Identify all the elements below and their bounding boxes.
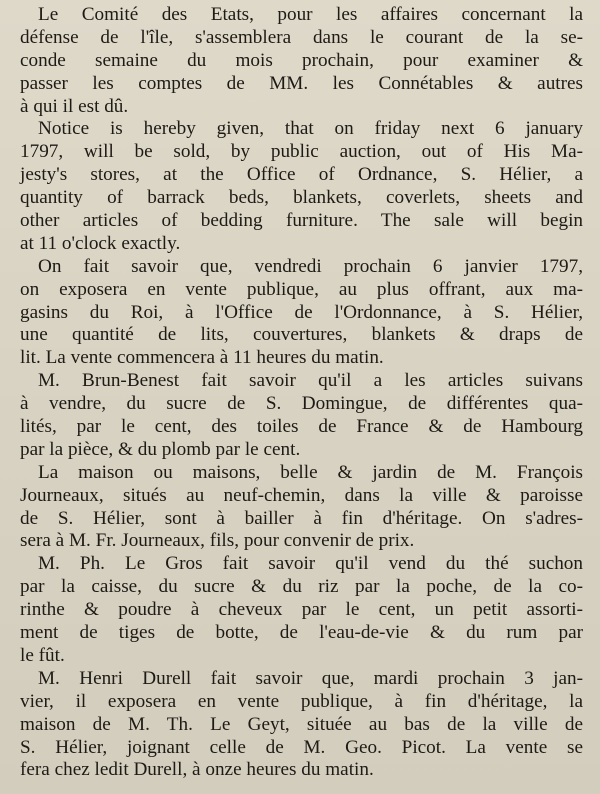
- text-line: défense de l'île, s'assemblera dans le courant de la se-: [20, 26, 583, 48]
- text-line: à qui il est dû.: [20, 95, 129, 117]
- text-line: M. Brun-Benest fait savoir qu'il a les articles suivans: [38, 370, 583, 392]
- text-line: lit. La vente commencera à 11 heures du matin.: [20, 347, 384, 369]
- text-line: jesty's stores, at the Office of Ordnance, S. Hélier, a: [20, 164, 583, 186]
- notice-ordnance-sale-french: [20, 256, 583, 370]
- text-line: à vendre, du sucre de S. Domingue, de différentes qua-: [20, 393, 583, 415]
- text-line: La maison ou maisons, belle & jardin de M. François: [38, 461, 583, 483]
- notice-brun-benest: [20, 370, 583, 462]
- text-line: 1797, will be sold, by public auction, out of His Ma-: [20, 141, 583, 163]
- notice-ordnance-sale-english: [20, 118, 583, 255]
- text-line: rinthe & poudre à cheveux par le cent, un petit assorti-: [20, 599, 583, 621]
- notice-comite-des-etats: [20, 4, 583, 118]
- text-line: lités, par le cent, des toiles de France & de Hambourg: [20, 416, 583, 438]
- text-line: M. Ph. Le Gros fait savoir qu'il vend du thé suchon: [38, 553, 583, 575]
- text-line: sera à M. Fr. Journeaux, fils, pour convenir de prix.: [20, 530, 415, 552]
- text-line: de S. Hélier, sont à bailler à fin d'héritage. On s'adres-: [20, 507, 583, 529]
- text-line: Le Comité des Etats, pour les affaires concernant la: [38, 4, 583, 25]
- text-line: fera chez ledit Durell, à onze heures du matin.: [20, 759, 374, 781]
- text-line: une quantité de lits, couvertures, blankets & draps de: [20, 324, 583, 346]
- text-line: passer les comptes de MM. les Connétables & autres: [20, 72, 583, 94]
- notice-journeaux-house: [20, 462, 583, 554]
- notice-durell: [20, 668, 583, 782]
- text-line: S. Hélier, joignant celle de M. Geo. Picot. La vente se: [20, 736, 583, 758]
- text-line: vier, il exposera en vente publique, à fin d'héritage, la: [20, 690, 583, 712]
- text-line: on exposera en vente publique, au plus offrant, aux ma-: [20, 278, 583, 300]
- text-line: On fait savoir que, vendredi prochain 6 janvier 1797,: [38, 255, 583, 277]
- text-line: par la pièce, & du plomb par le cent.: [20, 438, 301, 460]
- text-line: Notice is hereby given, that on friday next 6 january: [38, 118, 583, 140]
- text-line: le fût.: [20, 644, 65, 666]
- text-line: gasins du Roi, à l'Office de l'Ordonnance, à S. Hélier,: [20, 301, 583, 323]
- text-line: Journeaux, situés au neuf-chemin, dans la ville & paroisse: [20, 484, 583, 506]
- text-line: par la caisse, du sucre & du riz par la poche, de la co-: [20, 576, 583, 598]
- notice-le-gros: [20, 553, 583, 667]
- text-line: M. Henri Durell fait savoir que, mardi prochain 3 jan-: [38, 667, 583, 689]
- text-line: other articles of bedding furniture. The sale will begin: [20, 210, 583, 232]
- text-line: at 11 o'clock exactly.: [20, 232, 181, 254]
- text-line: conde semaine du mois prochain, pour examiner &: [20, 49, 583, 71]
- text-line: quantity of barrack beds, blankets, coverlets, sheets and: [20, 187, 583, 209]
- text-line: ment de tiges de botte, de l'eau-de-vie & du rum par: [20, 622, 583, 644]
- notices-column: [20, 4, 583, 782]
- text-line: maison de M. Th. Le Geyt, située au bas de la ville de: [20, 713, 583, 735]
